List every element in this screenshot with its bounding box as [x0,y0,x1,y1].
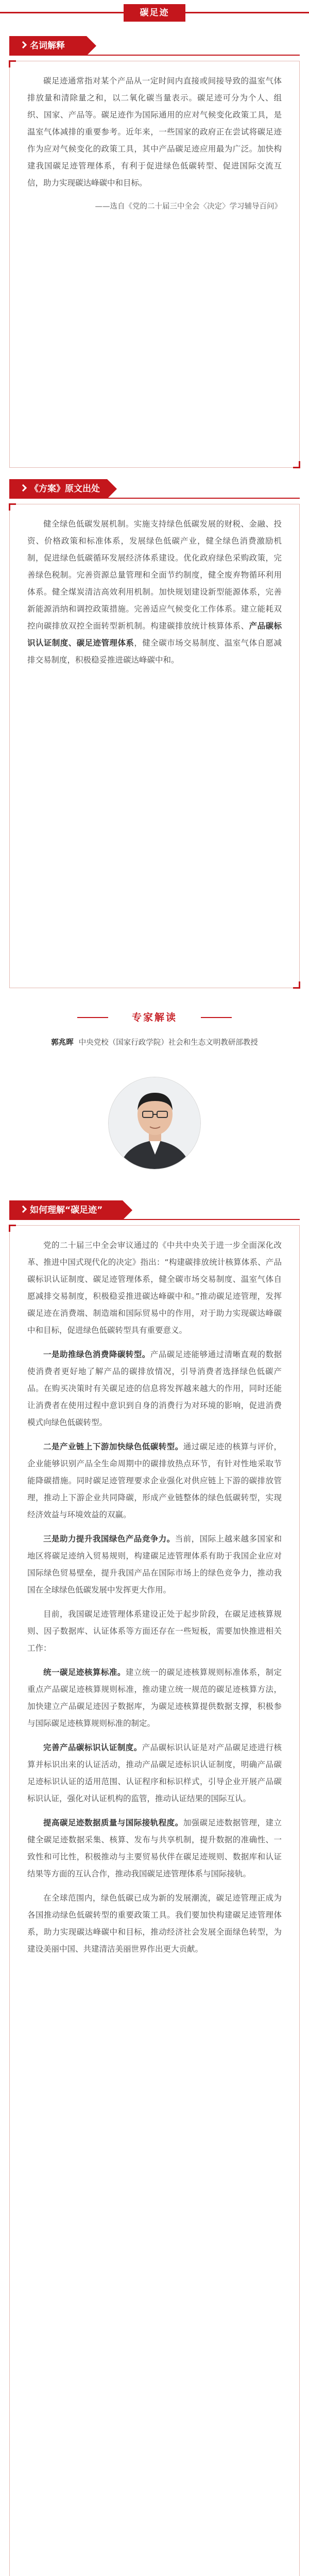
section-tag-term [9,36,300,56]
understand-measure-1: 统一碳足迹核算标准。建立统一的碳足迹核算规则标准体系，制定重点产品碳足迹核算规则标准，推动建立统一规范的碳足迹核算方法，加快建立产品碳足迹因子数据库，为碳足迹核算提供数据支撑，积极参与国际碳足迹核算规则标准的制定。 [27,1668,282,1728]
section-title-term: 名词解释 [30,41,65,51]
expert-portrait [108,1077,201,1170]
chevron-right-icon [20,41,27,48]
understand-point-3: 三是助力提升我国绿色产品竞争力。当前，国际上越来越多国家和地区将碳足迹纳入贸易规则，构建碳足迹管理体系有助于我国企业应对国际绿色贸易壁垒，提升我国产品在国际市场上的绿色竞争力，推动我国在全球绿色低碳发展中发挥更大作用。 [27,1534,282,1595]
plan-card [9,504,300,988]
chevron-right-icon [20,1206,27,1213]
section-title-understand: 如何理解“碳足迹” [30,1205,103,1215]
section-tag-plan [9,479,300,499]
understand-point-2: 二是产业链上下游加快绿色低碳转型。通过碳足迹的核算与评价，企业能够识别产品全生命周期中的碳排放热点环节，有针对性地采取节能降碳措施。同时碳足迹管理要求企业强化对供应链上下游的碳排放管理，推动上下游企业共同降碳，形成产业链整体的绿色低碳转型，实现经济效益与环境效益的双赢。 [27,1442,282,1519]
term-paragraph: 碳足迹通常指对某个产品从一定时间内直接或间接导致的温室气体排放量和清除量之和，以二氧化碳当量表示。碳足迹可分为个人、组织、国家、产品等。碳足迹作为国际通用的应对气候变化政策工具，是温室气体减排的重要参考。近年来，一些国家的政府正在尝试将碳足迹作为应对气候变化的政策工具，其中产品碳足迹应用最为广泛。加快构建我国碳足迹管理体系，有利于促进绿色低碳转型、促进国际交流互信，助力实现碳达峰碳中和目标。 [27,76,282,188]
chevron-right-icon [20,484,27,492]
understand-measure-2: 完善产品碳标识认证制度。产品碳标识认证是对产品碳足迹进行核算并标识出来的认证活动，推动产品碳足迹标识认证制度，明确产品碳足迹标识认证的适用范围、认证程序和标识样式，引导企业开展产品碳标识认证，强化对认证机构的监管，推动认证结果的国际互认。 [27,1743,282,1803]
understand-card [9,1225,300,2576]
understand-point-1: 一是助推绿色消费降碳转型。产品碳足迹能够通过清晰直观的数据使消费者更好地了解产品的碳排放情况，引导消费者选择绿色低碳产品。在购买决策时有关碳足迹的信息将发挥越来越大的作用，同时还能让消费者在使用过程中意识到自身的消费行为对环境的影响，促进消费模式向绿色低碳转型。 [27,1350,282,1427]
section-tag-understand [9,1200,300,1220]
understand-intro: 党的二十届三中全会审议通过的《中共中央关于进一步全面深化改革、推进中国式现代化的决定》指出：“构建碳排放统计核算体系、产品碳标识认证制度、碳足迹管理体系，健全碳市场交易制度、温室气体自愿减排交易制度，积极稳妥推进碳达峰碳中和。”推动碳足迹管理，发挥碳足迹在消费端、制造端和国际贸易中的作用，对于助力实现碳达峰碳中和目标，促进绿色低碳转型具有重要意义。 [27,1241,282,1335]
expert-affiliation: 中央党校（国家行政学院）社会和生态文明教研部教授 [78,1039,258,1047]
page-header [0,0,309,29]
term-source: ——选自《党的二十届三中全会〈决定〉学习辅导百问》 [95,202,282,211]
plan-paragraph: 健全绿色低碳发展机制。实施支持绿色低碳发展的财税、金融、投资、价格政策和标准体系，发展绿色低碳产业，健全绿色消费激励机制，促进绿色低碳循环发展经济体系建设。优化政府绿色采购政策，完善绿色税制。完善资源总量管理和全面节约制度，健全废弃物循环利用体系。健全煤炭清洁高效利用机制。加快规划建设新型能源体系，完善新能源消纳和调控政策措施。完善适应气候变化工作体系。建立能耗双控向碳排放双控全面转型新机制。构建碳排放统计核算体系、产品碳标识认证制度、碳足迹管理体系，健全碳市场交易制度、温室气体自愿减排交易制度，积极稳妥推进碳达峰碳中和。 [27,519,282,665]
term-card [9,61,300,468]
section-title-plan: 《方案》原文出处 [30,484,100,494]
expert-info [25,1036,284,1050]
page-title: 碳足迹 [124,4,185,22]
plan-highlight: 产品碳标识认证制度、碳足迹管理体系 [27,621,282,648]
expert-heading: 专家解读 [0,1010,309,1024]
understand-measure-3: 提高碳足迹数据质量与国际接轨程度。加强碳足迹数据管理，建立健全碳足迹数据采集、核算、发布与共享机制，提升数据的准确性、一致性和可比性，积极推动与主要贸易伙伴在碳足迹规则、数据库和认证结果等方面的互认合作，推动我国碳足迹管理体系与国际接轨。 [27,1818,282,1878]
understand-closing: 在全球范围内，绿色低碳已成为新的发展潮流，碳足迹管理正成为各国推动绿色低碳转型的重要政策工具。我们要加快构建碳足迹管理体系，助力实现碳达峰碳中和目标，推动经济社会发展全面绿色转型，为建设美丽中国、共建清洁美丽世界作出更大贡献。 [27,1893,282,1954]
understand-current: 目前，我国碳足迹管理体系建设正处于起步阶段，在碳足迹核算规则、因子数据库、认证体系等方面还存在一些短板，需要加快推进相关工作： [27,1609,282,1653]
expert-name: 郭兆晖 [51,1039,74,1047]
